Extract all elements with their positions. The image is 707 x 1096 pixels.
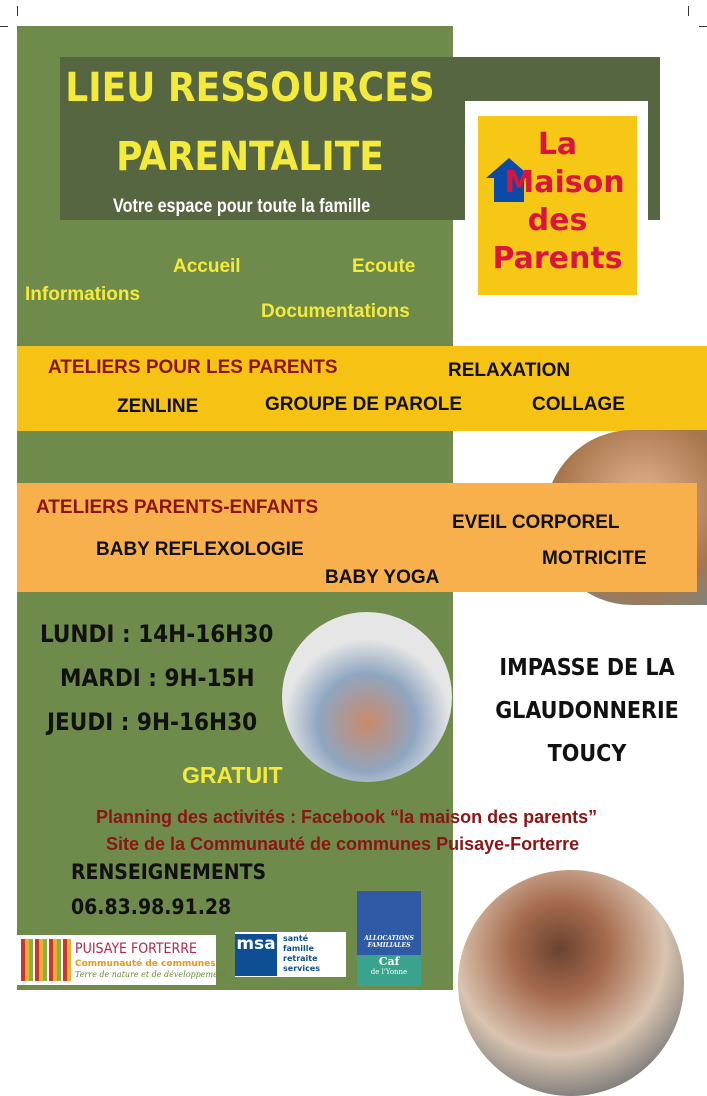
phone-number: 06.83.98.91.28 — [71, 895, 232, 919]
logo-text: des — [527, 203, 588, 238]
logo-text: retraite — [283, 954, 318, 963]
address-city: TOUCY — [547, 741, 627, 767]
family-photo-house — [282, 612, 452, 782]
logo-text: Parents — [492, 241, 623, 276]
atelier-item: BABY REFLEXOLOGIE — [96, 539, 304, 560]
title-line2: PARENTALITE — [116, 134, 384, 180]
atelier-item: BABY YOGA — [325, 567, 440, 588]
logo-text: Caf — [378, 955, 400, 968]
logo-text: Communauté de communes — [75, 959, 216, 969]
planning-facebook: Planning des activités : Facebook “la maison des parents” — [96, 807, 598, 827]
logo-text: services — [283, 964, 321, 973]
atelier-item: GROUPE DE PAROLE — [265, 394, 463, 415]
logo-text: ALLOCATIONS FAMILIALES — [357, 891, 421, 955]
logo-text: PUISAYE FORTERRE — [75, 941, 197, 957]
maison-des-parents-logo — [478, 116, 637, 295]
service-ecoute: Ecoute — [352, 256, 416, 277]
map-mosaic-icon — [21, 939, 71, 981]
address-line: IMPASSE DE LA — [499, 655, 675, 681]
price-label: GRATUIT — [182, 762, 283, 788]
site-info: Site de la Communauté de communes Puisaye-Forterre — [106, 834, 580, 854]
crop-mark — [17, 6, 18, 16]
service-documentations: Documentations — [261, 301, 410, 322]
logo-text: de l'Yonne — [370, 968, 408, 976]
logo-text: La — [537, 127, 578, 162]
msa-logo — [235, 932, 346, 977]
service-informations: Informations — [25, 284, 141, 305]
contact-label: RENSEIGNEMENTS — [71, 860, 267, 884]
address-line: GLAUDONNERIE — [495, 698, 679, 724]
logo-text: famille — [283, 944, 314, 953]
logo-text: Terre de nature et de développement — [75, 970, 227, 979]
logo-text: msa — [235, 934, 277, 976]
atelier-item: EVEIL CORPOREL — [452, 512, 620, 533]
puisaye-forterre-logo — [17, 935, 227, 985]
title-line1: LIEU RESSOURCES — [65, 65, 435, 111]
family-photo-baby — [458, 870, 684, 1096]
schedule-monday: LUNDI : 14H-16H30 — [40, 620, 274, 648]
schedule-thursday: JEUDI : 9H-16H30 — [47, 708, 258, 736]
ateliers-enfants-heading: ATELIERS PARENTS-ENFANTS — [36, 497, 319, 518]
subtitle: Votre espace pour toute la famille — [113, 196, 371, 217]
service-accueil: Accueil — [173, 256, 241, 277]
logo-text: Maison — [504, 165, 625, 200]
schedule-tuesday: MARDI : 9H-15H — [60, 664, 255, 692]
atelier-item: MOTRICITE — [542, 548, 647, 569]
crop-mark — [699, 26, 707, 27]
crop-mark — [688, 6, 689, 16]
crop-mark — [0, 26, 8, 27]
atelier-item: COLLAGE — [532, 394, 625, 415]
logo-text: santé — [283, 934, 309, 943]
atelier-item: RELAXATION — [448, 360, 571, 381]
caf-logo — [357, 891, 421, 986]
atelier-item: ZENLINE — [117, 396, 199, 417]
ateliers-parents-heading: ATELIERS POUR LES PARENTS — [48, 357, 338, 378]
